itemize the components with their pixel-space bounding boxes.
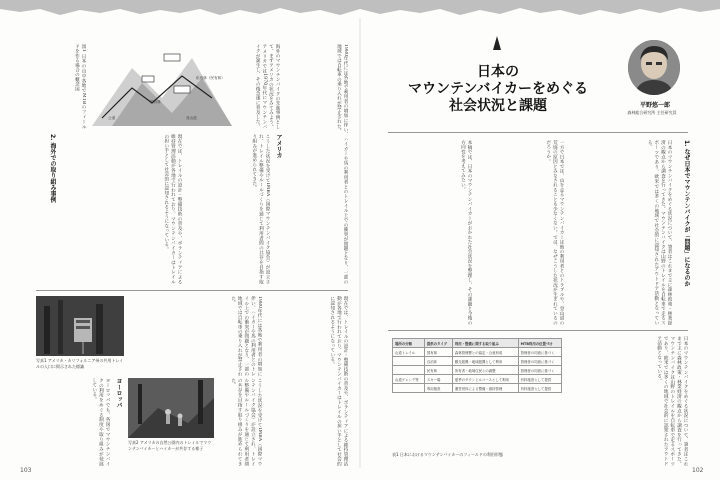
table-cell: 有料施設として提供 [518, 384, 561, 393]
figure-caption: 図1 日本の山中各地でMTBのフィールドを作る場合の概念図 [74, 44, 86, 129]
author-name: 平野悠一郎 [639, 102, 670, 109]
diagram-label-trail: 登山道 [186, 116, 197, 120]
table-header-cell: 提供のタイプ [424, 339, 452, 348]
table-cell: 運営団体による整備・維持管理 [452, 384, 518, 393]
trail-sign-photo [36, 296, 124, 356]
body-column-1: 日本のマウンテンバイクをめぐる状況について、筆者はこれまで主に森林政策・林業経済の観点から調査を行ってきた。マウンテンバイクは山野のトレイルを自転車で走るスポーツであり、欧米では多くの地域で社会的に認知されたアウトドア活動となっている。 [647, 140, 672, 325]
page-number-right: 102 [692, 467, 704, 474]
table-caption: 表1 日本におけるマウンテンバイカーのフィールドの利用形態 [392, 452, 503, 457]
table-row [393, 357, 562, 366]
table-cell: 専用施設 [424, 384, 452, 393]
mountain-mark-icon [493, 36, 501, 50]
table-row [393, 375, 562, 384]
left-body-column-2: こうした状況を受けてIMBA（国際マウンテンバイク協会）が設立され、トレイル整備やルールづくりを通じて利用者間の共存を目指す取り組みが進められてきた。 [251, 134, 270, 284]
table-cell: 有料施設として提供 [518, 375, 561, 384]
author-photo [628, 40, 680, 95]
table-cell [393, 357, 425, 366]
table-row [393, 384, 562, 393]
table-cell: 自治体 [424, 357, 452, 366]
table-header-row [393, 339, 562, 348]
table-cell: 山道トレイル [393, 348, 425, 357]
diagram-label-national-forest: 国有林 [150, 100, 161, 104]
header-rule [388, 132, 688, 133]
photo1-caption: 写真1 アメリカ・カリフォルニア州の共用トレイルの入口に掲示された標識 [36, 358, 124, 369]
diagram-label-private-forest: 私有林（民有林） [196, 76, 225, 80]
left-body-column-7: こうした状況を受けてIMBA（国際マウンテンバイク協会）が設立され、トレイル整備やルールづくりを通じて利用者間の共存を目指す取り組みが進められてきた。 [230, 378, 262, 466]
page-number-left: 103 [20, 467, 32, 474]
table-cell: 管理者の同意に基づく [518, 366, 561, 375]
author-affiliation: 森林総合研究所 主任研究員 [627, 110, 677, 115]
left-body-column-3: 現在では、トレイルの設計・整備技術の普及や、ボランティアによる維持管理活動が各地で行われており、マウンテンバイカーはトレイルの担い手として社会的に認知されるようになっている。 [163, 134, 182, 284]
left-body-column-top: 海外のマウンテンバイクの先進事例として、まずアメリカの状況をみてみよう。アメリカでは1970年代にマウンテンバイクが誕生し、その後急速に普及した。 [255, 44, 280, 129]
table-header-cell: 利用・整備に関する取り組み [452, 339, 518, 348]
table-cell: 観光振興・地域振興として利用 [452, 357, 518, 366]
field-concept-diagram [92, 48, 232, 126]
trail-hikers-photo [128, 378, 214, 438]
table-cell: 所有者・地域住民との調整 [452, 366, 518, 375]
left-subheading-europe: ヨーロッパ [115, 378, 122, 408]
left-body-column-6: ヨーロッパでも、各国でマウンテンバイクの利用をめぐる制度や取り組みが発展している。 [91, 378, 110, 466]
field-usage-table [392, 338, 562, 393]
left-mid-rule [36, 290, 348, 291]
table-cell: 国有林 [424, 348, 452, 357]
left-body-column-1: 1980年代には各地で利用者の増加に伴い、ハイカーや馬の利用者とのトレイル上での衝突が問題となり、一部の地域では自転車の乗り入れが禁止された。 [336, 44, 348, 284]
table-cell: スキー場 [424, 375, 452, 384]
left-section-heading: 2. 海外での取り組み事例 [49, 134, 56, 203]
table-header-cell: MTB利用の位置づけ [518, 339, 561, 348]
table-row [393, 366, 562, 375]
left-body-column-5: 1980年代には各地で利用者の増加に伴い、ハイカーや馬の利用者とのトレイル上での衝突が問題となり、一部の地域では自転車の乗り入れが禁止された。 [230, 296, 262, 376]
left-body-column-4: 現在では、トレイルの設計・整備技術の普及や、ボランティアによる維持管理活動が各地で行われており、マウンテンバイカーはトレイルの担い手として社会的に認知されるようになっている。 [329, 296, 348, 466]
table-cell: 管理者の同意に基づく [518, 357, 561, 366]
table-cell [393, 366, 425, 375]
table-cell: 山道ゲレンデ等 [393, 375, 425, 384]
table-cell: 夏季のダウンヒルコースとして利用 [452, 375, 518, 384]
article-title [398, 64, 598, 115]
table-row [393, 348, 562, 357]
table-header-cell: 場所の分類 [393, 339, 425, 348]
photo2-caption: 写真2 アメリカの自然公園内のトレイルでマウンテンバイカーとハイカーが共存する様子 [128, 440, 212, 451]
body-column-4: 日本のマウンテンバイクをめぐる状況について、筆者はこれまで主に森林政策・林業経済の観点から調査を行ってきた。マウンテンバイクは山野のトレイルを自転車で走るスポーツであり、欧米では多くの地域で社会的に認知されたアウトドア活動となっている。 [656, 336, 688, 466]
page-gutter [359, 18, 361, 468]
left-subheading-america: アメリカ [275, 134, 282, 158]
table-cell [393, 384, 425, 393]
mid-rule [388, 330, 688, 331]
body-column-2: 一方で日本では、山を走るマウンテンバイカーは他の利用者とのトラブルや、登山道の荒廃の原因とみなされることも少なくない。では、なぜこうした状況が生まれているのだろうか。 [545, 140, 564, 325]
diagram-label-public-road: 公道 [108, 116, 116, 120]
title-line-2: マウンテンバイカーをめぐる [408, 81, 588, 97]
title-line-1: 日本の [477, 64, 519, 80]
section-heading: 1. なぜ日本でマウンテンバイクが「問題」になるのか [683, 140, 690, 287]
table-cell: 管理者の同意に基づく [518, 348, 561, 357]
table-cell: 民有林 [424, 366, 452, 375]
body-column-3: 本稿では、日本のマウンテンバイカーがおかれた社会状況を整理し、その課題と今後の方向性を考えてみたい。 [460, 140, 472, 325]
title-line-3: 社会状況と課題 [449, 98, 547, 114]
table-cell: 森林管理署との協定・合意形成 [452, 348, 518, 357]
